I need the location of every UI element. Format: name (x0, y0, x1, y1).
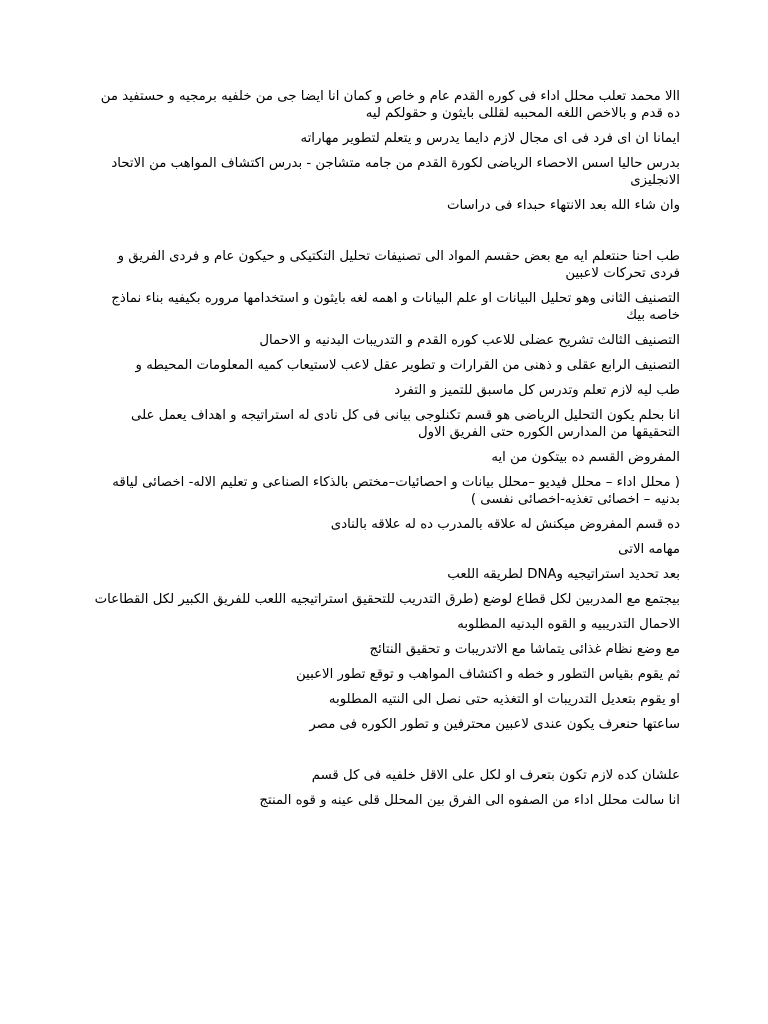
paragraph-task-nutrition: مع وضع نظام غذائى يتماشا مع الاتدريبات و تحقيق النتائج (369, 642, 680, 657)
paragraph-department-question: المفروض القسم ده بيتكون من ايه (491, 450, 680, 465)
paragraph-studies: بدرس حاليا اسس الاحصاء الرياضى لكورة القدم من جامه متشاجن - بدرس اكتشاف المواهب من الاتحاد الانجليزى (111, 156, 680, 188)
paragraph-intro: االا محمد تعلب محلل اداء فى كوره القدم عام و خاص و كمان انا ايضا جى من خلفيه برمجيه و حستفيد من ده قدم و بالاخص اللغه المحببه لقللى بايثون و حقولكم ليه (100, 89, 680, 121)
paragraph-dream: انا بحلم يكون التحليل الرياضى هو قسم تكنلوجى بيانى فى كل نادى له استراتيجه و اهداف يعمل على التحقيقها من المدارس الكوره حتى الفريق الاول (131, 408, 680, 440)
paragraph-department-relation: ده قسم المفروض ميكنش له علاقه بالمدرب ده له علاقه بالنادى (330, 517, 680, 532)
paragraph-category-four: التصنيف الرابع عقلى و ذهنى من القرارات و تطوير عقل لاعب لاستيعاب كميه المعلومات المحيطه و (135, 358, 680, 373)
paragraph-belief: ايمانا ان اى فرد فى اى مجال لازم دايما يدرس و يتعلم لتطوير مهاراته (300, 131, 680, 146)
paragraph-tasks-heading: مهامه الاتى (618, 542, 680, 557)
paragraph-category-three: التصنيف الثالث تشريح عضلى للاعب كوره القدم و التدريبات البدنيه و الاحمال (259, 333, 680, 348)
paragraph-why-learn: طب ليه لازم تعلم وتدرس كل ماسبق للتميز و التفرد (394, 383, 680, 398)
paragraph-future: وان شاء الله بعد الانتهاء حبداء فى دراسات (446, 198, 680, 213)
paragraph-task-adjust: او يقوم بتعديل التدريبات او التغذيه حتى نصل الى النتيه المطلوبه (328, 692, 680, 707)
paragraph-task-strategy: بعد تحديد استراتيجيه وDNA لطريقه اللعب (447, 567, 680, 582)
paragraph-what-we-learn: طب احنا حنتعلم ايه مع بعض حقسم المواد الى تصنيفات تحليل التكتيكى و حيكون عام و فردى الفريق و فردى تحركات لاعبين (117, 249, 680, 281)
paragraph-task-measure: ثم يقوم بقياس التطور و خطه و اكتشاف المواهب و توقع تطور الاعبين (295, 667, 680, 682)
blank-line (88, 741, 680, 767)
paragraph-task-loads: الاحمال التدريبيه و القوه البدنيه المطلوبه (457, 617, 680, 632)
paragraph-result: ساعتها حنعرف يكون عندى لاعبين محترفين و تطور الكوره فى مصر (309, 717, 680, 732)
blank-line (88, 222, 680, 248)
paragraph-department-roles: ( محلل اداء – محلل فيديو –محلل بيانات و احصائيات–مختص بالذكاء الصناعى و تعليم الاله- اخصائى لياقه بدنيه – اخصائى تغذيه-اخصائى نفسى ) (112, 475, 680, 507)
paragraph-category-two: التصنيف الثانى وهو تحليل البيانات او علم البيانات و اهمه لغه بايثون و استخدامها مروره بكيفيه بناء نماذج خاصه بيك (111, 291, 680, 323)
paragraph-asked-analyst: انا سالت محلل اداء من الصفوه الى الفرق بين المحلل قلى عينه و قوه المنتج (259, 793, 680, 808)
paragraph-task-coaches: بيجتمع مع المدربين لكل قطاع لوضع (طرق التدريب للتحقيق استراتيجيه اللعب للفريق الكبير لكل القطاعات (94, 592, 680, 607)
paragraph-background-needed: علشان كده لازم تكون بتعرف او لكل على الاقل خلفيه فى كل قسم (311, 768, 680, 783)
document-page (88, 88, 680, 817)
